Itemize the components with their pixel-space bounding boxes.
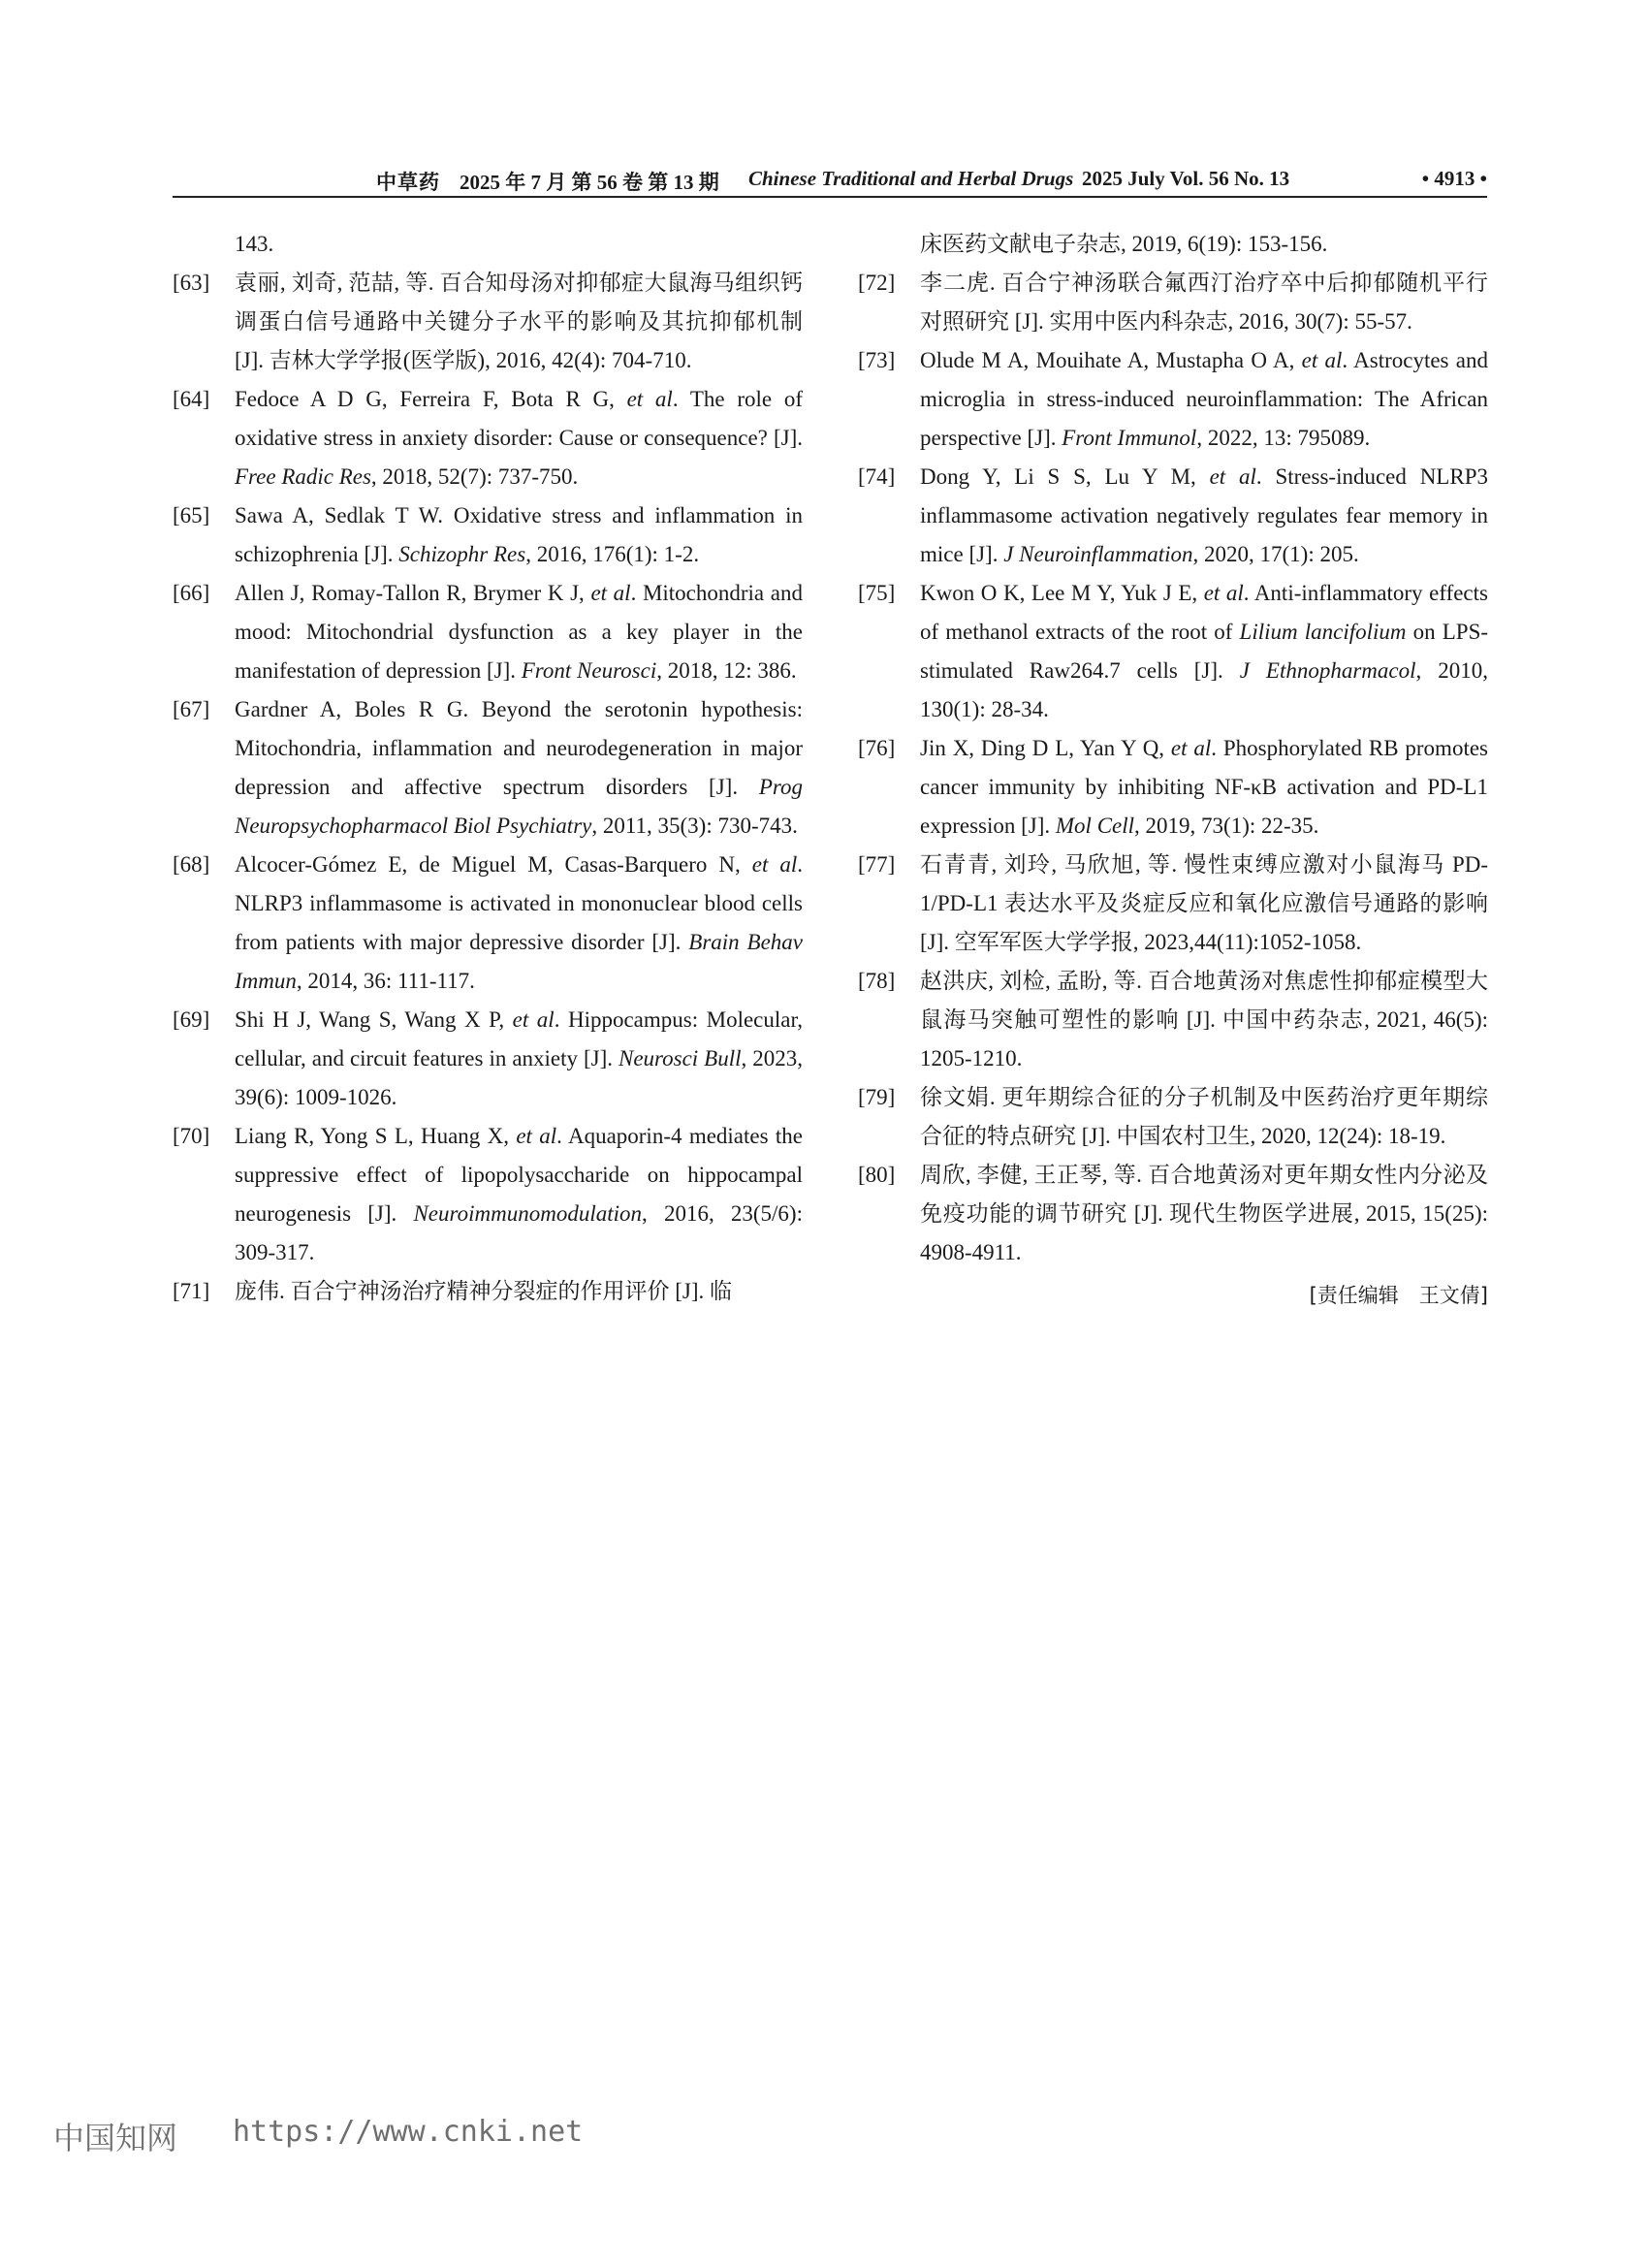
reference-italic: Lilium lancifolium	[1239, 620, 1407, 644]
reference-number: [66]	[173, 581, 210, 605]
reference-segment: , 2022, 13: 795089.	[1196, 426, 1371, 450]
reference-number: [69]	[173, 1007, 210, 1032]
reference-segment: , 2010, 130(1): 28-34.	[920, 658, 1488, 721]
reference-segment: , 2023, 39(6): 1009-1026.	[235, 1046, 803, 1109]
reference-text	[920, 846, 1488, 962]
reference-segment: 石青青, 刘玲, 马欣旭, 等. 慢性束缚应激对小鼠海马 PD-1/PD-L1 表达水平及炎症反应和氧化应激信号通路的影响 [J]. 空军军医大学学报, 2023,44(11):1052-1058.	[920, 852, 1488, 954]
reference-italic: et al	[516, 1124, 557, 1148]
reference-italic: J Neuroinflammation	[1003, 542, 1193, 566]
reference-segment: Fedoce A D G, Ferreira F, Bota R G,	[235, 387, 627, 411]
reference-segment: Alcocer-Gómez E, de Miguel M, Casas-Barquero N,	[235, 852, 752, 877]
reference-number: [75]	[858, 581, 896, 605]
reference-italic: et al	[751, 852, 798, 877]
reference-number: [79]	[858, 1085, 896, 1109]
reference-entry	[858, 264, 1488, 341]
reference-segment: 徐文娟. 更年期综合征的分子机制及中医药治疗更年期综合征的特点研究 [J]. 中国农村卫生, 2020, 12(24): 18-19.	[920, 1085, 1488, 1148]
reference-segment: Sawa A, Sedlak T W. Oxidative stress and inflammation in schizophrenia [J].	[235, 503, 803, 566]
reference-segment: Gardner A, Boles R G. Beyond the serotonin hypothesis: Mitochondria, inflammation and neurodegeneration in major depression and affective spectrum disorders [J].	[235, 697, 803, 799]
reference-italic: Front Neurosci	[521, 658, 657, 683]
reference-entry	[173, 1001, 803, 1117]
issue-info-en: 2025 July Vol. 56 No. 13	[1082, 167, 1290, 190]
reference-italic: Mol Cell	[1055, 814, 1135, 838]
reference-segment: , 2019, 73(1): 22-35.	[1134, 814, 1319, 838]
reference-entry	[858, 729, 1488, 846]
reference-italic: et al	[590, 581, 631, 605]
reference-number: [63]	[173, 271, 210, 295]
header-rule	[173, 196, 1487, 198]
reference-entry	[173, 574, 803, 690]
reference-text	[920, 729, 1488, 846]
reference-italic: Neuroimmunomodulation	[413, 1201, 643, 1226]
reference-entry	[858, 846, 1488, 962]
reference-text	[920, 1078, 1488, 1156]
reference-segment: , 2018, 12: 386.	[656, 658, 797, 683]
reference-italic: et al	[1209, 464, 1256, 489]
running-header	[173, 163, 1487, 196]
reference-segment: . The role of oxidative stress in anxiety disorder: Cause or consequence? [J].	[235, 387, 803, 450]
reference-number: [67]	[173, 697, 210, 721]
reference-number: [65]	[173, 503, 210, 527]
page-number: • 4913 •	[1421, 167, 1487, 190]
journal-title-cn: 中草药	[376, 170, 440, 194]
reference-segment: . Astrocytes and microglia in stress-induced neuroinflammation: The African perspective [J].	[920, 348, 1488, 450]
reference-segment: Liang R, Yong S L, Huang X,	[235, 1124, 517, 1148]
reference-segment: Jin X, Ding D L, Yan Y Q,	[920, 736, 1171, 760]
reference-number: [64]	[173, 387, 210, 411]
reference-segment: , 2011, 35(3): 730-743.	[591, 814, 798, 838]
reference-segment: . Stress-induced NLRP3 inflammasome activation negatively regulates fear memory in mice [J].	[920, 464, 1488, 566]
responsible-editor: [责任编辑 王文倩]	[1309, 1284, 1488, 1307]
reference-text	[235, 1001, 803, 1117]
reference-segment: , 2018, 52(7): 737-750.	[370, 464, 579, 489]
reference-entry	[858, 962, 1488, 1078]
cnki-watermark: 中国知网	[53, 2120, 178, 2156]
reference-italic: Front Immunol	[1062, 426, 1197, 450]
reference-number: [77]	[858, 852, 896, 877]
cnki-url[interactable]: https://www.cnki.net	[233, 2115, 584, 2149]
reference-continuation: 143.	[235, 232, 274, 256]
reference-text	[920, 264, 1488, 341]
reference-text	[920, 574, 1488, 729]
reference-segment: 庞伟. 百合宁神汤治疗精神分裂症的作用评价 [J]. 临	[235, 1279, 733, 1303]
reference-entry	[173, 690, 803, 846]
reference-segment: . Phosphorylated RB promotes cancer immunity by inhibiting NF-κB activation and PD-L1 expression [J].	[920, 736, 1488, 838]
journal-title-en: Chinese Traditional and Herbal Drugs	[748, 167, 1074, 190]
reference-italic: et al	[626, 387, 673, 411]
reference-italic: et al	[512, 1007, 555, 1032]
reference-segment: Olude M A, Mouihate A, Mustapha O A,	[920, 348, 1302, 372]
reference-number: [71]	[173, 1279, 210, 1303]
reference-entry	[173, 264, 803, 380]
reference-number: [74]	[858, 464, 896, 489]
reference-italic: et al	[1301, 348, 1343, 372]
reference-text	[235, 574, 803, 690]
reference-segment: . Anti-inflammatory effects of methanol extracts of the root of	[920, 581, 1488, 644]
reference-text	[235, 1272, 803, 1311]
reference-segment: . Mitochondria and mood: Mitochondrial dysfunction as a key player in the manifestation of depression [J].	[235, 581, 803, 683]
reference-column-right	[858, 225, 1488, 1315]
reference-segment: , 2020, 17(1): 205.	[1192, 542, 1359, 566]
reference-segment: , 2016, 23(5/6): 309-317.	[235, 1201, 803, 1264]
reference-number: [80]	[858, 1163, 896, 1187]
reference-entry	[173, 1272, 803, 1311]
issue-info-cn: 2025 年 7 月 第 56 卷 第 13 期	[460, 171, 719, 194]
reference-segment: 周欣, 李健, 王正琴, 等. 百合地黄汤对更年期女性内分泌及免疫功能的调节研究 [J]. 现代生物医学进展, 2015, 15(25): 4908-4911.	[920, 1163, 1488, 1264]
reference-text	[920, 962, 1488, 1078]
reference-segment: . Aquaporin-4 mediates the suppressive effect of lipopolysaccharide on hippocampal neurogenesis [J].	[235, 1124, 803, 1226]
reference-entry	[858, 1078, 1488, 1156]
reference-number: [70]	[173, 1124, 210, 1148]
reference-italic: Neurosci Bull	[618, 1046, 742, 1070]
reference-italic: Schizophr Res	[398, 542, 526, 566]
reference-number: [76]	[858, 736, 896, 760]
reference-text	[235, 690, 803, 846]
reference-segment: 李二虎. 百合宁神汤联合氟西汀治疗卒中后抑郁随机平行对照研究 [J]. 实用中医内科杂志, 2016, 30(7): 55-57.	[920, 271, 1488, 334]
reference-entry	[858, 458, 1488, 574]
reference-italic: et al	[1170, 736, 1212, 760]
reference-entry	[173, 1117, 803, 1272]
reference-entry	[858, 574, 1488, 729]
reference-segment: on LPS-stimulated Raw264.7 cells [J].	[920, 620, 1489, 683]
reference-entry	[858, 1156, 1488, 1272]
reference-italic: Prog Neuropsychopharmacol Biol Psychiatry	[235, 775, 803, 838]
reference-segment: 袁丽, 刘奇, 范喆, 等. 百合知母汤对抑郁症大鼠海马组织钙调蛋白信号通路中关键分子水平的影响及其抗抑郁机制 [J]. 吉林大学学报(医学版), 2016, 42(4): 704-710.	[235, 271, 803, 372]
reference-segment: . NLRP3 inflammasome is activated in mononuclear blood cells from patients with major depressive disorder [J].	[235, 852, 803, 954]
reference-segment: . Hippocampus: Molecular, cellular, and circuit features in anxiety [J].	[235, 1007, 803, 1070]
reference-segment: , 2014, 36: 111-117.	[296, 969, 475, 993]
reference-number: [78]	[858, 969, 896, 993]
reference-number: [73]	[858, 348, 896, 372]
reference-italic: Free Radic Res	[235, 464, 371, 489]
reference-column-left	[173, 225, 803, 1311]
reference-number: [68]	[173, 852, 210, 877]
reference-italic: Brain Behav Immun	[235, 930, 803, 993]
reference-continuation: 床医药文献电子杂志, 2019, 6(19): 153-156.	[920, 232, 1328, 256]
reference-text	[235, 846, 803, 1001]
reference-italic: J Ethnopharmacol	[1239, 658, 1416, 683]
reference-text	[920, 458, 1488, 574]
reference-text	[235, 496, 803, 574]
reference-segment: , 2016, 176(1): 1-2.	[525, 542, 700, 566]
reference-text	[235, 1117, 803, 1272]
reference-text	[920, 341, 1488, 458]
reference-italic: et al	[1203, 581, 1244, 605]
reference-segment: Kwon O K, Lee M Y, Yuk J E,	[920, 581, 1204, 605]
reference-segment: Dong Y, Li S S, Lu Y M,	[920, 464, 1210, 489]
reference-entry	[173, 846, 803, 1001]
reference-segment: Shi H J, Wang S, Wang X P,	[235, 1007, 513, 1032]
reference-entry	[173, 380, 803, 496]
reference-entry	[858, 341, 1488, 458]
reference-text	[920, 1156, 1488, 1272]
reference-text	[235, 264, 803, 380]
reference-segment: Allen J, Romay-Tallon R, Brymer K J,	[235, 581, 591, 605]
reference-text	[235, 380, 803, 496]
reference-number: [72]	[858, 271, 896, 295]
reference-entry	[173, 496, 803, 574]
reference-segment: 赵洪庆, 刘检, 孟盼, 等. 百合地黄汤对焦虑性抑郁症模型大鼠海马突触可塑性的影响 [J]. 中国中药杂志, 2021, 46(5): 1205-1210.	[920, 969, 1488, 1070]
